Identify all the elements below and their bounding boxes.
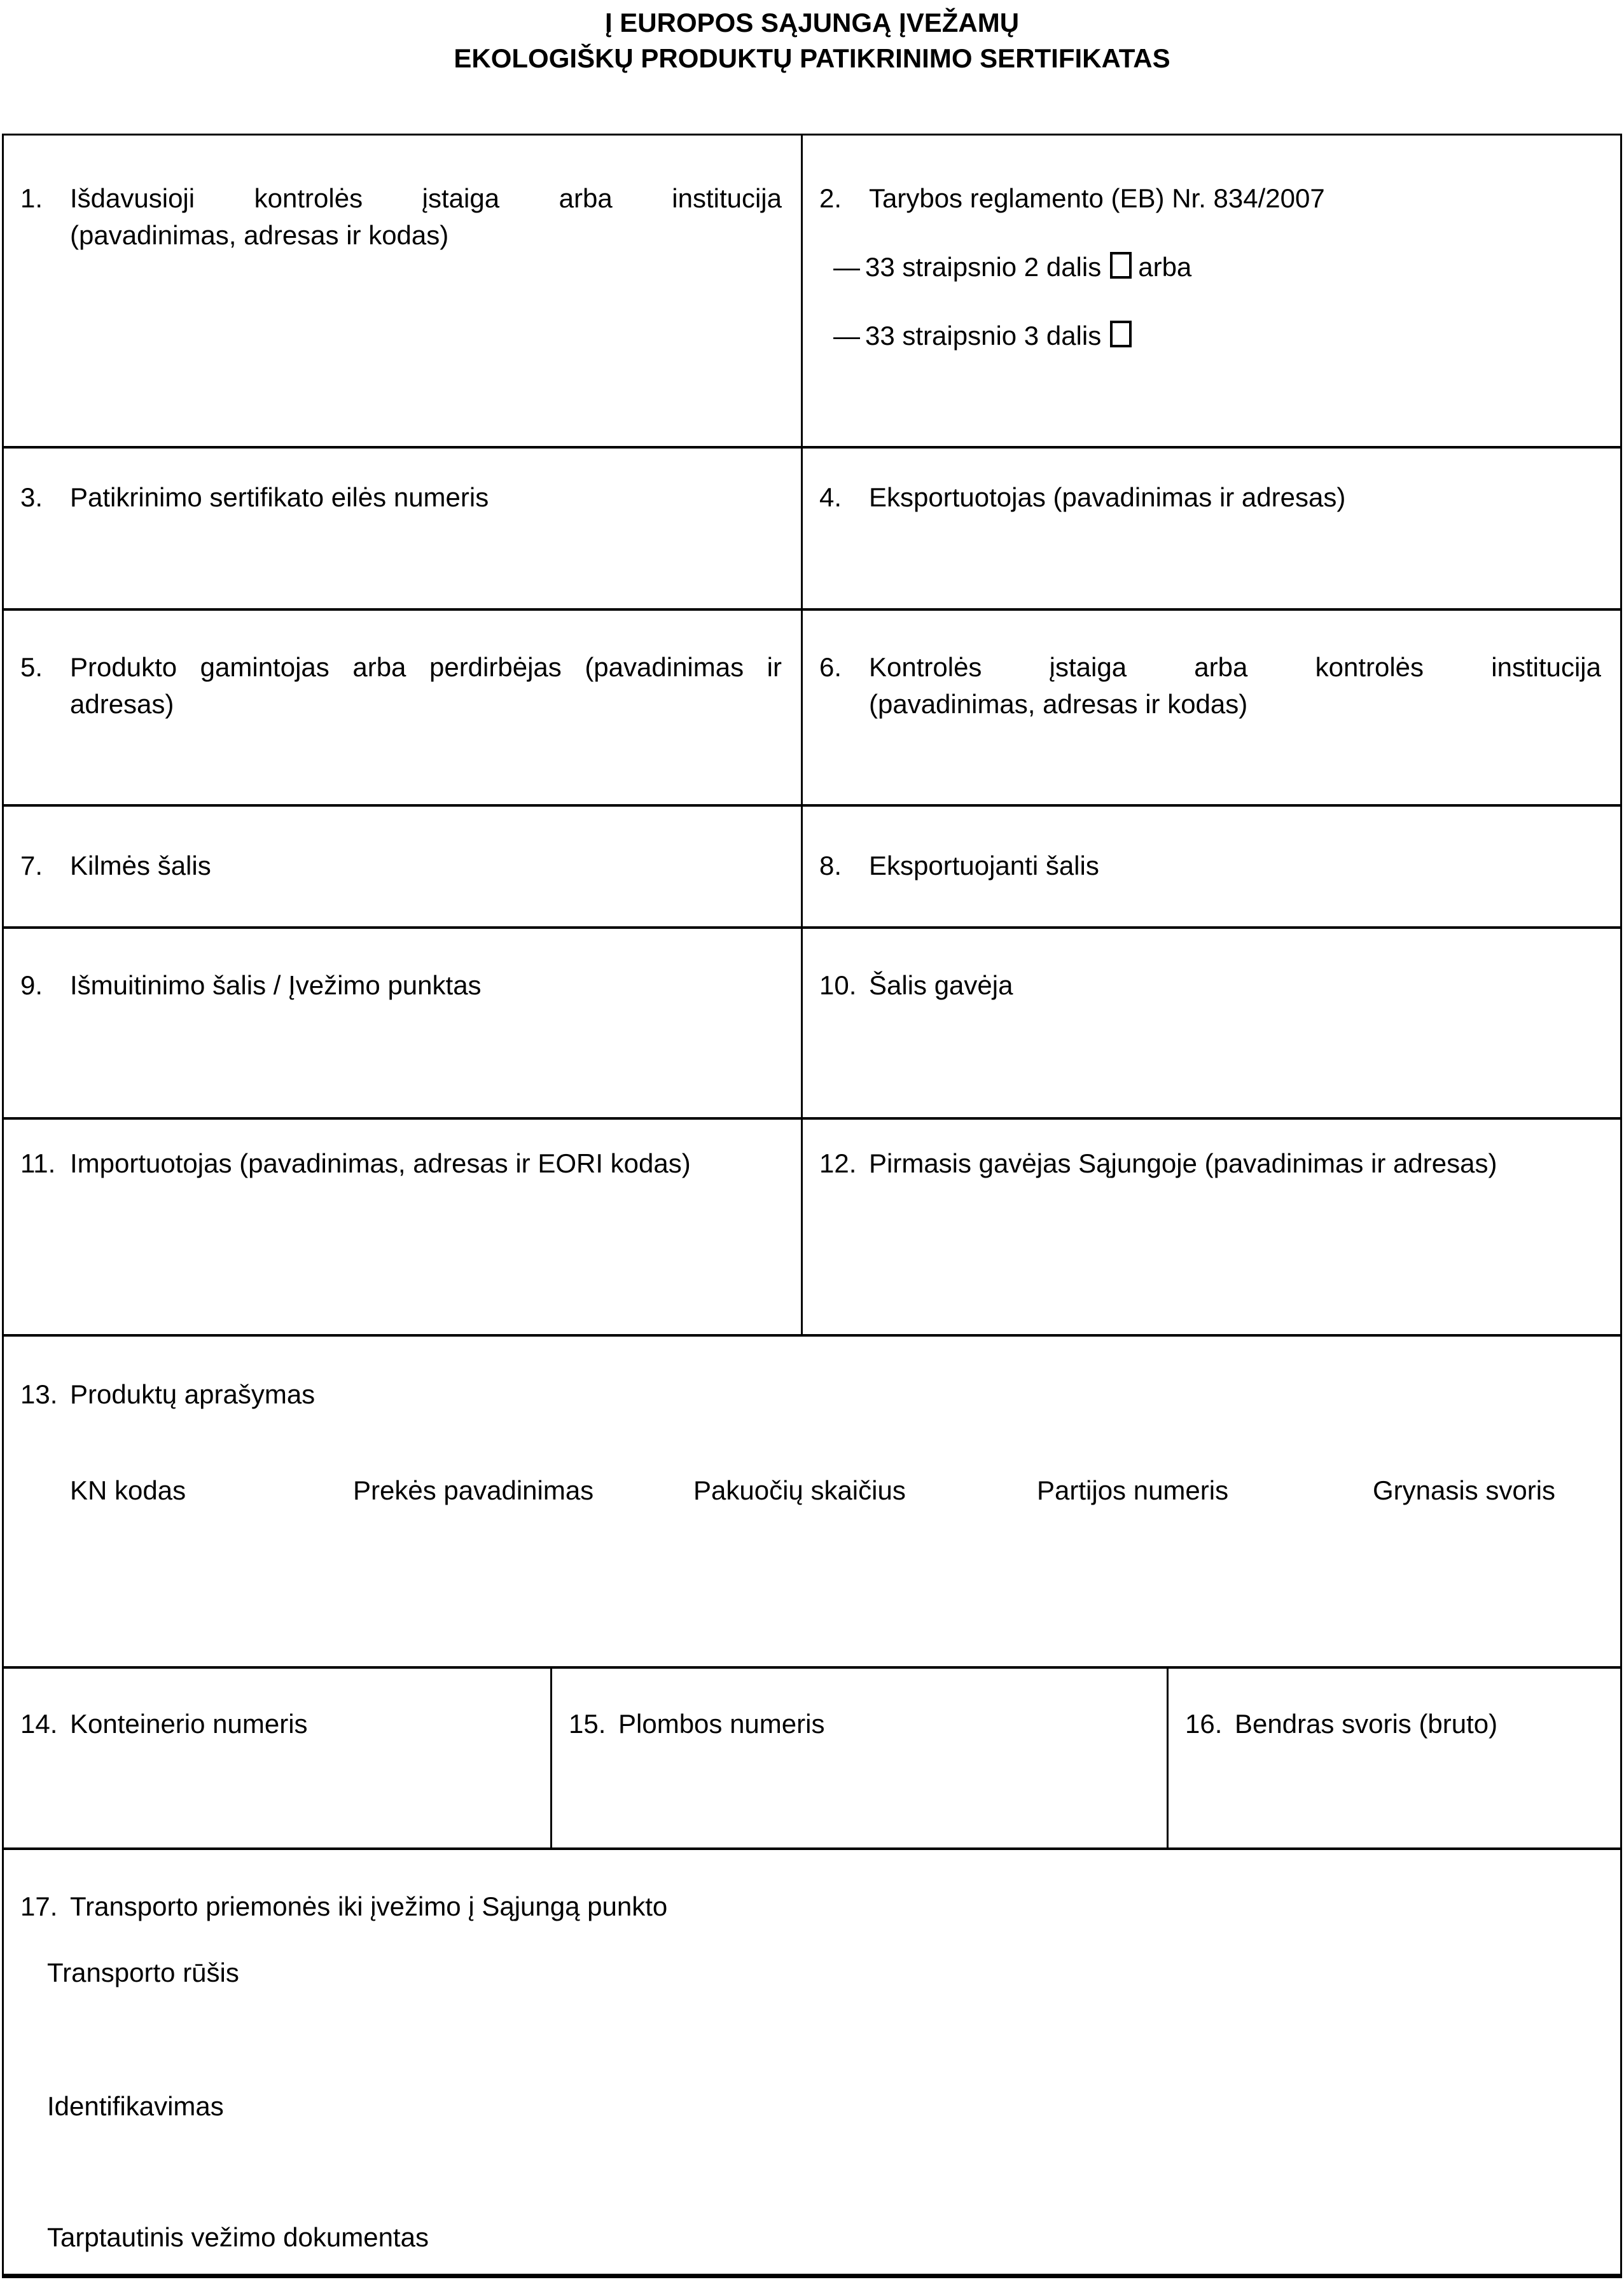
box-1-label-line-2: (pavadinimas, adresas ir kodas)	[70, 220, 449, 250]
row-13	[4, 1337, 1620, 1669]
box-17-label: Transporto priemonės iki įvežimo į Sąjungą punkto	[70, 1891, 668, 1921]
box-6-label-line-2: (pavadinimas, adresas ir kodas)	[869, 689, 1248, 719]
box-3-label: Patikrinimo sertifikato eilės numeris	[70, 482, 489, 512]
box-8-number: 8.	[819, 851, 842, 880]
box-14-label: Konteinerio numeris	[70, 1709, 308, 1739]
box-16-number: 16.	[1185, 1709, 1223, 1739]
box-15-seal-number	[550, 1669, 1167, 1847]
box-13-number: 13.	[20, 1379, 58, 1409]
box-3-number: 3.	[20, 482, 43, 512]
box-3-certificate-serial-number	[4, 449, 801, 608]
box-11-label: Importuotojas (pavadinimas, adresas ir EORI kodas)	[70, 1148, 691, 1178]
box-9-country-of-clearance	[4, 929, 801, 1117]
row-5-6	[4, 611, 1620, 807]
box-17-sub-international-transport-document: Tarptautinis vežimo dokumentas	[47, 2222, 429, 2252]
box-16-gross-weight	[1167, 1669, 1620, 1847]
certificate-form-table	[2, 134, 1622, 2278]
box-1-number: 1.	[20, 183, 43, 213]
row-7-8	[4, 807, 1620, 929]
row-11-12	[4, 1120, 1620, 1337]
box-2-label: Tarybos reglamento (EB) Nr. 834/2007	[869, 183, 1325, 213]
box-11-number: 11.	[20, 1148, 56, 1178]
box-15-number: 15.	[569, 1709, 606, 1739]
box-12-label: Pirmasis gavėjas Sąjungoje (pavadinimas ir adresas)	[869, 1148, 1497, 1178]
box-2-council-regulation	[801, 136, 1620, 446]
box-6-number: 6.	[819, 652, 842, 682]
box-8-label: Eksportuojanti šalis	[869, 851, 1099, 880]
row-17	[4, 1850, 1620, 2274]
box-1-issuing-body	[4, 136, 801, 446]
box-5-label-line-1: Produkto gamintojas arba perdirbėjas (pavadinimas ir	[70, 652, 782, 682]
box-16-label: Bendras svoris (bruto)	[1235, 1709, 1498, 1739]
box-17-number: 17.	[20, 1891, 58, 1921]
box-6-control-body	[801, 611, 1620, 804]
dash-icon: —	[833, 252, 860, 282]
column-header-lot-number: Partijos numeris	[1037, 1475, 1229, 1505]
column-header-number-of-packages: Pakuočių skaičius	[693, 1475, 906, 1505]
box-13-description-of-products	[4, 1337, 1620, 1666]
row-14-15-16	[4, 1669, 1620, 1850]
column-header-trade-name: Prekės pavadinimas	[353, 1475, 594, 1505]
box-2-option-2-label: 33 straipsnio 3 dalis	[865, 321, 1102, 351]
box-4-number: 4.	[819, 482, 842, 512]
box-17-sub-identification: Identifikavimas	[47, 2091, 224, 2121]
document-title	[0, 5, 1624, 76]
document-title-line-1: Į EUROPOS SĄJUNGĄ ĮVEŽAMŲ	[604, 8, 1020, 38]
row-3-4	[4, 449, 1620, 611]
box-2-option-1-label: 33 straipsnio 2 dalis	[865, 252, 1102, 282]
box-14-number: 14.	[20, 1709, 58, 1739]
column-header-net-weight: Grynasis svoris	[1373, 1475, 1556, 1505]
box-2-number: 2.	[819, 183, 842, 213]
box-2-option-article-33-2	[833, 249, 1601, 286]
box-5-label-line-2: adresas)	[70, 689, 174, 719]
box-10-country-of-destination	[801, 929, 1620, 1117]
dash-icon: —	[833, 321, 860, 351]
row-1-2	[4, 136, 1620, 449]
box-10-number: 10.	[819, 970, 857, 1000]
box-1-label-line-1: Išdavusioji kontrolės įstaiga arba institucija	[70, 183, 782, 213]
column-header-cn-code: KN kodas	[70, 1475, 186, 1505]
empty-checkbox-icon[interactable]	[1110, 252, 1132, 279]
box-15-label: Plombos numeris	[618, 1709, 825, 1739]
box-4-label: Eksportuotojas (pavadinimas ir adresas)	[869, 482, 1346, 512]
box-11-importer	[4, 1120, 801, 1334]
box-10-label: Šalis gavėja	[869, 970, 1013, 1000]
document-title-line-2: EKOLOGIŠKŲ PRODUKTŲ PATIKRINIMO SERTIFIKATAS	[454, 43, 1170, 73]
box-9-label: Išmuitinimo šalis / Įvežimo punktas	[70, 970, 482, 1000]
box-2-option-1-text	[865, 249, 1191, 286]
box-14-container-number	[4, 1669, 550, 1847]
box-2-option-article-33-3	[833, 317, 1601, 354]
box-7-country-of-origin	[4, 807, 801, 926]
box-12-number: 12.	[819, 1148, 857, 1178]
box-17-means-of-transport	[4, 1850, 1620, 2274]
box-5-number: 5.	[20, 652, 43, 682]
box-2-option-1-suffix: arba	[1138, 252, 1192, 282]
box-9-number: 9.	[20, 970, 43, 1000]
row-9-10	[4, 929, 1620, 1120]
box-4-exporter	[801, 449, 1620, 608]
box-17-sub-mode-of-transport: Transporto rūšis	[47, 1958, 239, 1987]
box-8-country-of-export	[801, 807, 1620, 926]
box-12-first-consignee	[801, 1120, 1620, 1334]
box-6-label-line-1: Kontrolės įstaiga arba kontrolės institucija	[869, 652, 1601, 682]
empty-checkbox-icon[interactable]	[1110, 321, 1132, 347]
box-5-producer-or-processor	[4, 611, 801, 804]
box-13-label: Produktų aprašymas	[70, 1379, 316, 1409]
box-7-number: 7.	[20, 851, 43, 880]
box-7-label: Kilmės šalis	[70, 851, 211, 880]
box-2-option-2-text	[865, 317, 1138, 354]
